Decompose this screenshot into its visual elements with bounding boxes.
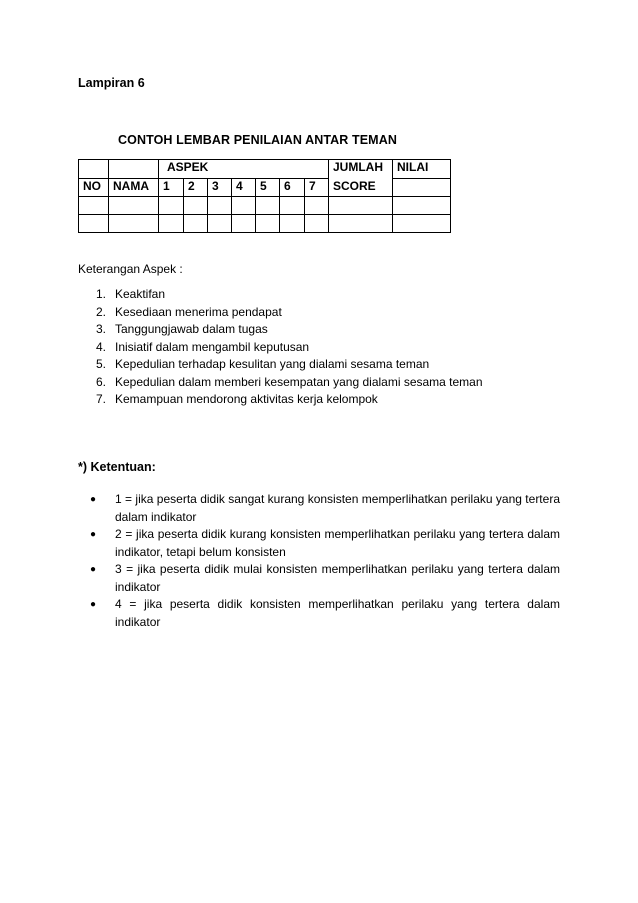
list-item [96, 357, 483, 375]
list-number: 6. [96, 374, 107, 389]
list-item [96, 322, 483, 340]
list-text: Kepedulian terhadap kesulitan yang dialami sesama teman [115, 357, 430, 371]
bullet-icon: ● [90, 494, 97, 505]
list-item [88, 561, 560, 596]
score-header: SCORE [329, 179, 393, 197]
list-number: 7. [96, 392, 107, 406]
ketentuan-list [88, 491, 560, 631]
aspek-number: 7 [305, 179, 329, 197]
aspek-list [96, 287, 483, 410]
rule-text: 3 = jika peserta didik mulai konsisten memperlihatkan perilaku yang tertera dalam indikator [115, 562, 560, 594]
nilai-header: NILAI [393, 160, 451, 179]
lampiran-heading: Lampiran 6 [78, 76, 145, 90]
nilai-header-blank [393, 179, 451, 197]
list-item [96, 287, 483, 305]
keterangan-title: Keterangan Aspek : [78, 262, 183, 276]
aspek-number: 3 [208, 179, 232, 197]
table-row [79, 215, 451, 233]
table-row [79, 197, 451, 215]
list-item [96, 340, 483, 358]
list-item [96, 375, 483, 393]
list-text: Kesediaan menerima pendapat [115, 304, 282, 319]
list-item [88, 596, 560, 631]
bullet-icon: ● [90, 529, 97, 540]
aspek-number: 5 [256, 179, 280, 197]
aspek-number: 4 [232, 179, 256, 197]
list-item [88, 526, 560, 561]
assessment-table [78, 159, 451, 233]
list-item [96, 392, 483, 410]
rule-text: 1 = jika peserta didik sangat kurang konsisten memperlihatkan perilaku yang tertera dalam indikator [115, 492, 560, 524]
list-text: Inisiatif dalam mengambil keputusan [115, 339, 310, 354]
list-text: Tanggungjawab dalam tugas [115, 322, 268, 336]
table-header-row-1 [79, 160, 451, 179]
list-item [88, 491, 560, 526]
aspek-number: 6 [280, 179, 305, 197]
form-title: CONTOH LEMBAR PENILAIAN ANTAR TEMAN [118, 133, 397, 147]
aspek-number: 2 [184, 179, 208, 197]
no-header: NO [79, 179, 109, 197]
list-item [96, 305, 483, 323]
aspek-header: ASPEK [159, 160, 329, 179]
header-cell-empty [109, 160, 159, 179]
list-number: 4. [96, 339, 107, 354]
header-cell-empty [79, 160, 109, 179]
list-number: 1. [96, 287, 107, 301]
table-header-row-2 [79, 179, 451, 197]
jumlah-header: JUMLAH [329, 160, 393, 179]
list-number: 2. [96, 304, 107, 319]
rule-text: 4 = jika peserta didik konsisten memperlihatkan perilaku yang tertera dalam indikator [115, 597, 560, 629]
list-text: Keaktifan [115, 287, 166, 301]
nama-header: NAMA [109, 179, 159, 197]
list-number: 3. [96, 322, 107, 336]
bullet-icon: ● [90, 564, 97, 575]
rule-text: 2 = jika peserta didik kurang konsisten memperlihatkan perilaku yang tertera dalam indikator, tetapi belum konsisten [115, 527, 560, 559]
ketentuan-title: *) Ketentuan: [78, 460, 156, 474]
list-text: Kemampuan mendorong aktivitas kerja kelompok [115, 392, 378, 406]
list-number: 5. [96, 357, 107, 371]
bullet-icon: ● [90, 599, 97, 610]
list-text: Kepedulian dalam memberi kesempatan yang dialami sesama teman [115, 374, 483, 389]
aspek-number: 1 [159, 179, 184, 197]
